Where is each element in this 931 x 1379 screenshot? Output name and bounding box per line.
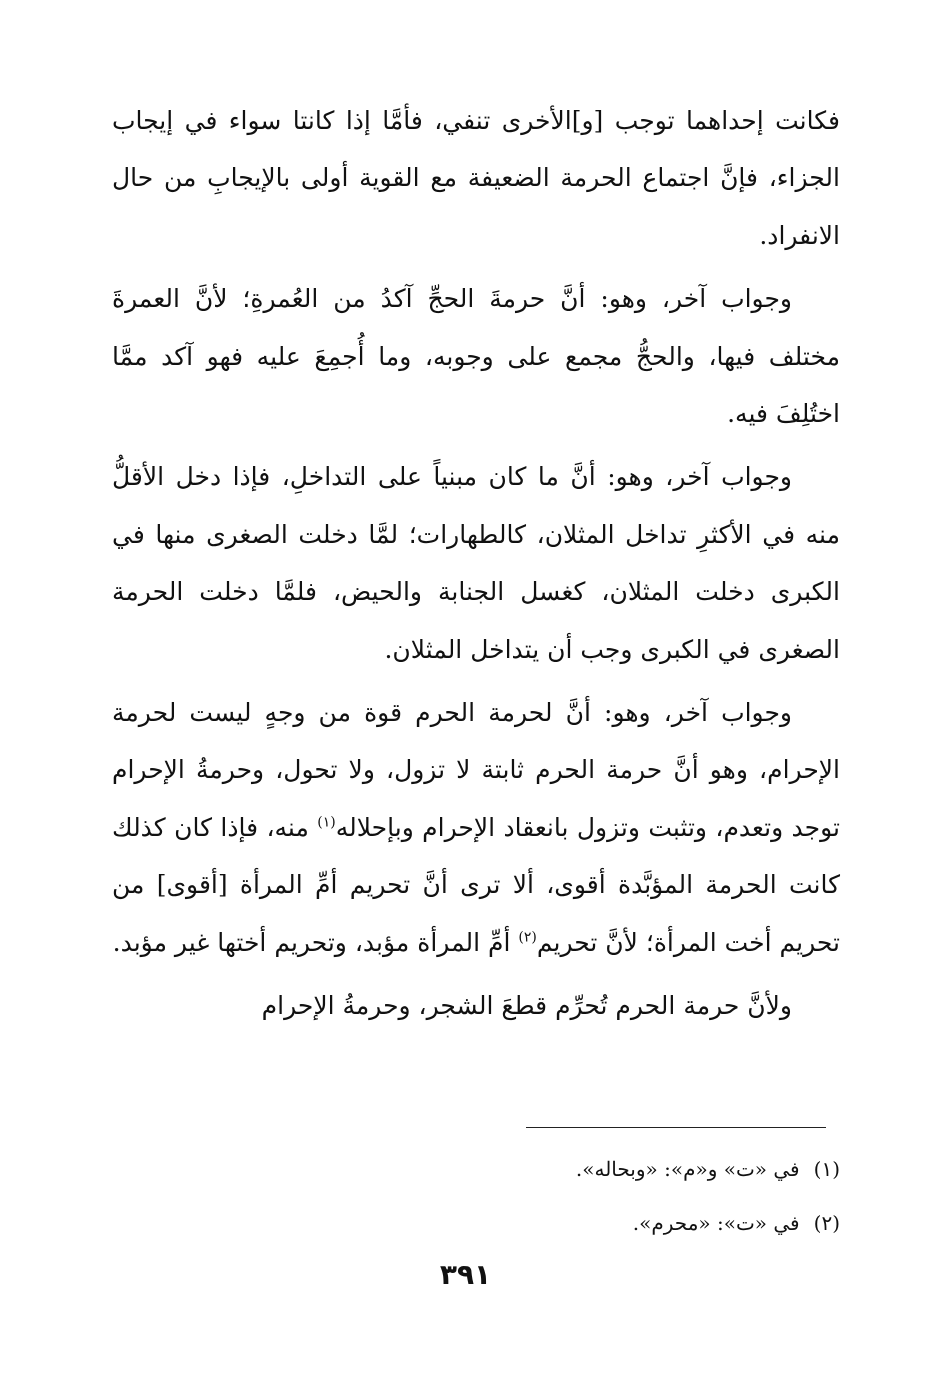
paragraph-text: وجواب آخر، وهو: أنَّ لحرمة الحرم قوة من وجهٍ ليست لحرمة الإحرام، وهو أنَّ حرمة الحرم ثابتة لا تزول، ولا تحول، وحرمةُ الإحرام توجد وتعدم، وتثبت وتزول بانعقاد الإحرام وبإحلاله [112,698,840,842]
footnote-reference-2[interactable]: (٢) [518,929,537,946]
paragraph-5 [112,977,840,1034]
footnote-2 [112,1196,840,1250]
footnote-number: (١) [813,1157,840,1181]
footnote-number: (٢) [813,1211,840,1235]
paragraph-text: أمِّ المرأة مؤبد، وتحريم أختها غير مؤبد. [112,927,519,957]
paragraph-2 [112,270,840,442]
footnotes-section [112,1142,840,1250]
paragraph-4 [112,684,840,971]
footnote-text: في «ت»: «محرم». [632,1211,800,1235]
paragraph-text: فكانت إحداهما توجب [و]الأخرى تنفي، فأمَّا إذا كانتا سواء في إيجاب الجزاء، فإنَّ اجتماع الحرمة الضعيفة مع القوية أولى بالإيجابِ من حال الانفراد. [112,106,840,250]
paragraph-text: وجواب آخر، وهو: أنَّ حرمةَ الحجِّ آكدُ من العُمرةِ؛ لأنَّ العمرةَ مختلف فيها، والحجُّ مجمع على وجوبه، وما أُجمِعَ عليه فهو آكد ممَّا اختُلِفَ فيه. [112,284,840,429]
footnote-separator [526,1127,826,1128]
paragraph-1 [112,92,840,264]
main-text-block [112,92,840,1035]
footnote-reference-1[interactable]: (١) [317,814,336,831]
paragraph-3 [112,448,840,678]
paragraph-text: وجواب آخر، وهو: أنَّ ما كان مبنياً على التداخلِ، فإذا دخل الأقلُّ منه في الأكثرِ تداخل المثلان، كالطهارات؛ لمَّا دخلت الصغرى منها في الكبرى دخلت المثلان، كغسل الجنابة والحيض، فلمَّا دخلت الحرمة الصغرى في الكبرى وجب أن يتداخل المثلان. [112,462,840,664]
paragraph-text: ولأنَّ حرمة الحرم تُحرِّم قطعَ الشجر، وحرمةُ الإحرام [261,991,792,1021]
paragraph-text: منه، فإذا كان كذلك كانت الحرمة المؤبَّدة أقوى، ألا ترى أنَّ تحريم أمِّ المرأة [أقوى] من تحريم أخت المرأة؛ لأنَّ تحريم [112,812,840,957]
footnote-text: في «ت» و«م»: «وبحاله». [575,1157,800,1181]
footnote-1 [112,1142,840,1196]
page-number: ٣٩١ [439,1258,492,1291]
